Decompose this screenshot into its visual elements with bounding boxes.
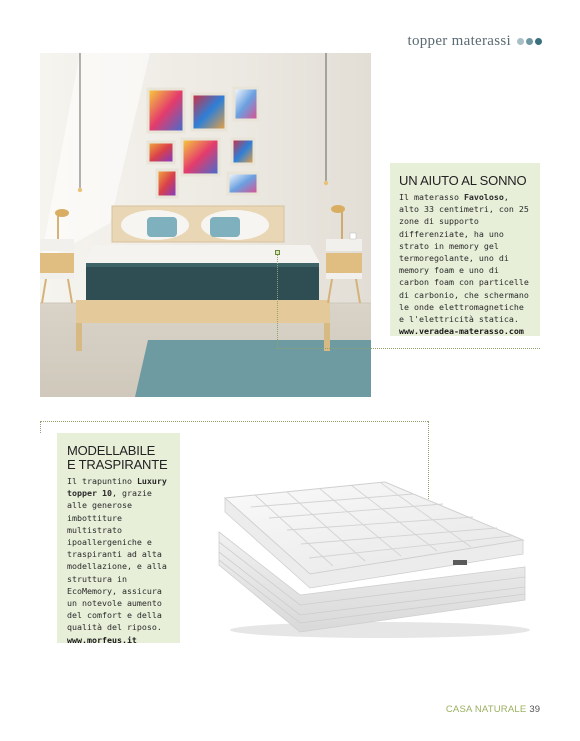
footer-page-number: 39 <box>529 704 540 715</box>
page-footer <box>446 704 540 715</box>
topper-mattress-photo <box>205 470 535 640</box>
box-heading-text: UN AIUTO AL SONNO <box>399 173 527 188</box>
box-heading-luxury-topper <box>67 444 172 472</box>
product-name: Favoloso <box>463 192 504 202</box>
box-body-luxury-topper <box>67 475 172 634</box>
link-veradea[interactable]: www.veradea-materasso.com <box>399 326 524 337</box>
body-text: , grazie alle generose imbottiture multistrato ipoallergeniche e traspiranti ad alta modellazione, e alla struttura in EcoMemory, assicura un notevole aumento del comfort e della qualità del riposo. <box>67 488 167 633</box>
box-heading-favoloso <box>399 174 532 188</box>
info-box-luxury-topper <box>57 433 180 643</box>
box-body-favoloso <box>399 191 532 325</box>
box-heading-line1: MODELLABILE <box>67 443 156 458</box>
info-box-favoloso <box>390 163 540 336</box>
section-header <box>407 33 542 50</box>
header-dot-3 <box>535 38 542 45</box>
body-intro: Il materasso <box>399 192 464 202</box>
section-title: topper materassi <box>407 33 511 49</box>
link-morfeus[interactable]: www.morfeus.it <box>67 634 137 645</box>
topper-mattress-illustration <box>205 470 535 640</box>
bedroom-illustration <box>40 53 371 397</box>
guide-line-vertical-1 <box>277 253 278 348</box>
guide-line-horizontal-1 <box>277 348 540 349</box>
box-heading-line2: E TRASPIRANTE <box>67 457 168 472</box>
header-dot-1 <box>517 38 524 45</box>
body-intro: Il trapuntino <box>67 476 137 486</box>
bedroom-photo <box>40 53 371 397</box>
product-name: Luxury topper 10 <box>67 476 167 499</box>
guide-line-vertical-2a <box>40 421 41 433</box>
guide-line-horizontal-2 <box>40 421 428 422</box>
body-text: , alto 33 centimetri, con 25 zone di supporto differenziate, ha uno strato in memory gel termoregolante, uno di memory foam e uno di carbon foam con particelle di carbonio, che schermano le onde elettromagnetiche e l'elettricità statica. <box>399 192 529 325</box>
footer-magazine-name: CASA NATURALE <box>445 704 527 715</box>
header-dot-2 <box>526 38 533 45</box>
guide-marker-1 <box>275 250 280 255</box>
header-dots <box>517 38 542 45</box>
